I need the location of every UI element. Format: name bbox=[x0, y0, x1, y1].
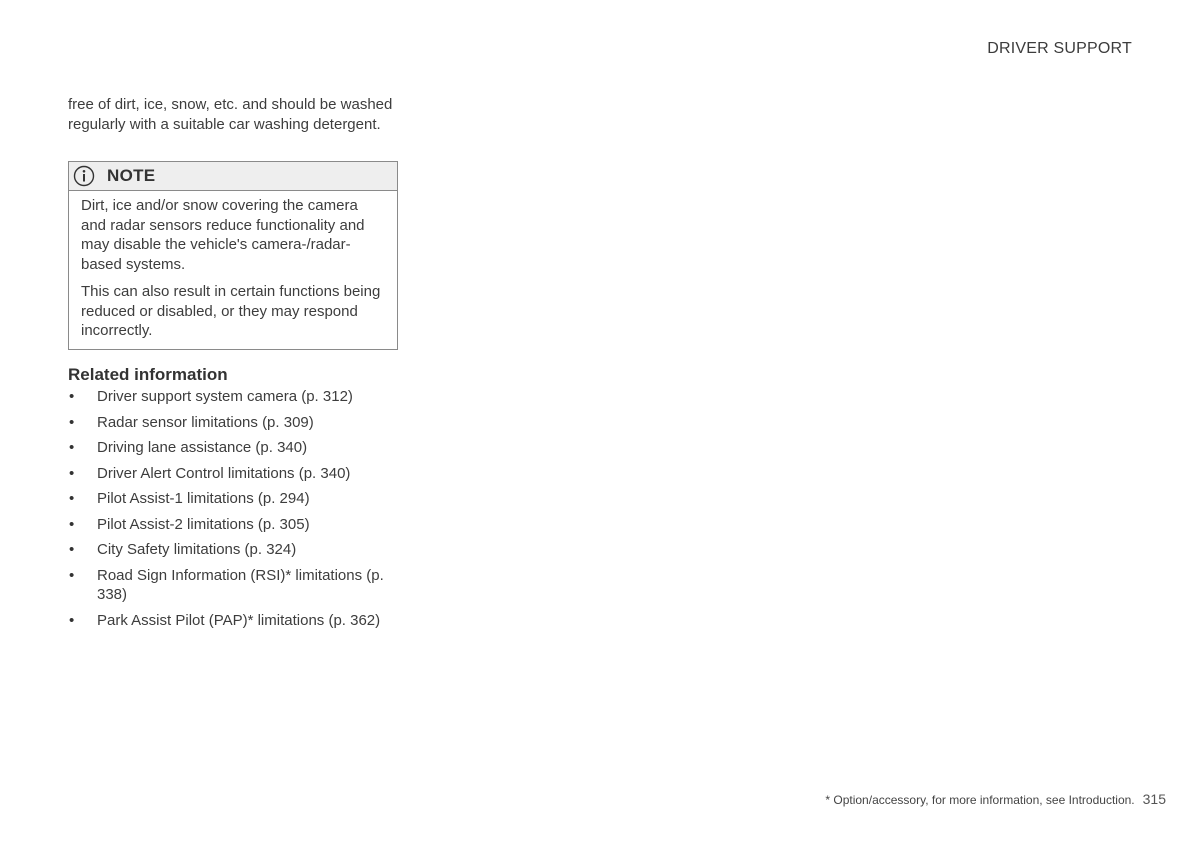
related-link-text[interactable]: City Safety limitations (p. 324) bbox=[97, 541, 297, 558]
related-link-text[interactable]: Driver Alert Control limitations (p. 340) bbox=[97, 464, 351, 482]
related-link-item[interactable] bbox=[68, 515, 408, 535]
bullet-icon: • bbox=[69, 515, 75, 533]
related-link-text[interactable]: Driver support system camera (p. 312) bbox=[97, 388, 353, 405]
note-paragraph: Dirt, ice and/or snow covering the camera and radar sensors reduce functionality and may disable the vehicle's camera-/radar-based systems. bbox=[81, 197, 365, 273]
related-link-item[interactable] bbox=[68, 540, 408, 560]
note-body bbox=[69, 191, 397, 349]
bullet-icon: • bbox=[69, 490, 75, 507]
related-link-text[interactable]: Road Sign Information (RSI)* limitations (p. 338) bbox=[97, 566, 384, 603]
bullet-icon: • bbox=[69, 611, 75, 629]
related-link-item[interactable] bbox=[68, 413, 408, 433]
section-header: DRIVER SUPPORT bbox=[987, 40, 1132, 57]
note-paragraph: This can also result in certain functions being reduced or disabled, or they may respond incorrectly. bbox=[81, 283, 381, 339]
related-links-list bbox=[68, 387, 408, 630]
bullet-icon: • bbox=[69, 464, 75, 482]
intro-paragraph: free of dirt, ice, snow, etc. and should be washed regularly with a suitable car washing detergent. bbox=[68, 96, 393, 133]
related-link-item[interactable] bbox=[68, 566, 408, 605]
related-information bbox=[68, 365, 408, 636]
footnote: * Option/accessory, for more information, see Introduction. bbox=[825, 793, 1135, 807]
page-number: 315 bbox=[1142, 791, 1166, 807]
bullet-icon: • bbox=[69, 541, 75, 558]
note-header bbox=[69, 162, 397, 191]
bullet-icon: • bbox=[69, 439, 75, 456]
info-icon bbox=[73, 165, 95, 187]
related-link-text[interactable]: Park Assist Pilot (PAP)* limitations (p. 362) bbox=[97, 611, 381, 629]
related-information-title: Related information bbox=[68, 365, 228, 384]
related-link-item[interactable] bbox=[68, 438, 408, 458]
related-link-text[interactable]: Pilot Assist-2 limitations (p. 305) bbox=[97, 515, 310, 533]
related-link-item[interactable] bbox=[68, 489, 408, 509]
bullet-icon: • bbox=[69, 413, 75, 431]
related-link-text[interactable]: Driving lane assistance (p. 340) bbox=[97, 439, 308, 456]
note-title: NOTE bbox=[107, 166, 156, 185]
page-footer bbox=[825, 791, 1166, 807]
related-link-item[interactable] bbox=[68, 387, 408, 407]
bullet-icon: • bbox=[69, 388, 75, 405]
related-link-text[interactable]: Pilot Assist-1 limitations (p. 294) bbox=[97, 490, 310, 507]
related-link-text[interactable]: Radar sensor limitations (p. 309) bbox=[97, 413, 314, 431]
bullet-icon: • bbox=[69, 566, 75, 584]
related-link-item[interactable] bbox=[68, 611, 408, 631]
note-box bbox=[68, 161, 398, 350]
related-link-item[interactable] bbox=[68, 464, 408, 484]
